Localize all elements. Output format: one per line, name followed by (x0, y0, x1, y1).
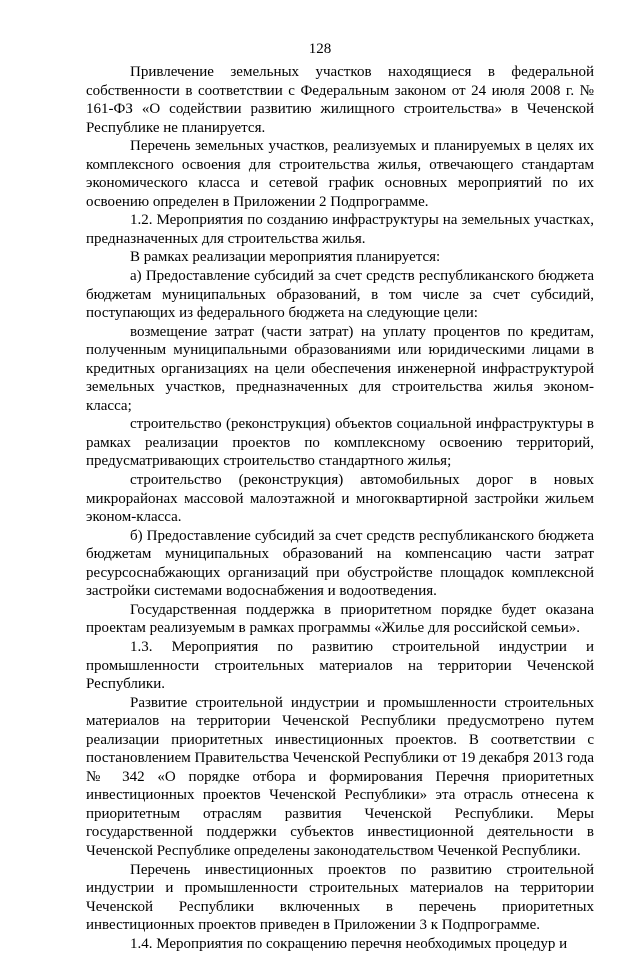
paragraph: возмещение затрат (части затрат) на уплату процентов по кредитам, полученным муниципальными образованиями или юридическими лицами в кредитных организациях на цели обеспечения инженерной инфраструктурой земельных участков, предназначенных для строительства жилья эконом-класса; (86, 323, 594, 414)
paragraph: строительство (реконструкция) автомобильных дорог в новых микрорайонах массовой малоэтажной и многоквартирной застройки жильем эконом-класса. (86, 472, 594, 526)
paragraph: Перечень инвестиционных проектов по развитию строительной индустрии и промышленности строительных материалов на территории Чеченской Республики включенных в перечень приоритетных инвестиционных проектов приведен в Приложении 3 к Подпрограмме. (86, 861, 594, 934)
paragraph: Государственная поддержка в приоритетном порядке будет оказана проектам реализуемым в рамках программы «Жилье для российской семьи». (86, 601, 594, 637)
page-number: 128 (308, 41, 332, 57)
paragraph: Перечень земельных участков, реализуемых и планируемых в целях их комплексного освоения для строительства жилья, отвечающего стандартам экономического класса и сетевой график основных мероприятий по их освоению определен в Приложении 2 Подпрограмме. (86, 138, 594, 210)
paragraph: 1.4. Мероприятия по сокращению перечня необходимых процедур и (130, 935, 568, 952)
paragraph: строительство (реконструкция) объектов социальной инфраструктуры в рамках реализации проектов по комплексному освоению территорий, предусматривающих строительство стандартного жилья; (86, 416, 594, 470)
paragraph: б) Предоставление субсидий за счет средств республиканского бюджета бюджетам муниципальных образований на компенсацию части затрат ресурсоснабжающих организаций при обустройстве площадок комплексной застройки системами водоснабжения и водоотведения. (86, 527, 594, 600)
paragraph: Привлечение земельных участков находящиеся в федеральной собственности в соответствии с Федеральным законом от 24 июля 2008 г. № 161-ФЗ «О содействии развитию жилищного строительства» в Чеченской Республике не планируется. (86, 64, 594, 136)
paragraph: Развитие строительной индустрии и промышленности строительных материалов на территории Чеченской Республики предусмотрено путем реализации приоритетных инвестиционных проектов. В соответствии с постановлением Правительства Чеченской Республики от 19 декабря 2013 года № 342 «О порядке отбора и формирования Перечня приоритетных инвестиционных проектов Чеченской Республики» эта отрасль отнесена к приоритетным отраслям развития Чеченской Республики. Меры государственной поддержки субъектов инвестиционной деятельности в Чеченской Республике определены законодательством Чеченкой Республики. (86, 694, 594, 859)
paragraph: В рамках реализации мероприятия планируется: (130, 249, 441, 266)
paragraph: 1.3. Мероприятия по развитию строительной индустрии и промышленности строительных материалов на территории Чеченской Республики. (86, 638, 594, 693)
paragraph: 1.2. Мероприятия по созданию инфраструктуры на земельных участках, предназначенных для строительства жилья. (86, 212, 594, 247)
paragraph: а) Предоставление субсидий за счет средств республиканского бюджета бюджетам муниципальных образований, в том числе за счет субсидий, поступающих из федерального бюджета на следующие цели: (86, 268, 594, 322)
body-text (86, 63, 594, 953)
